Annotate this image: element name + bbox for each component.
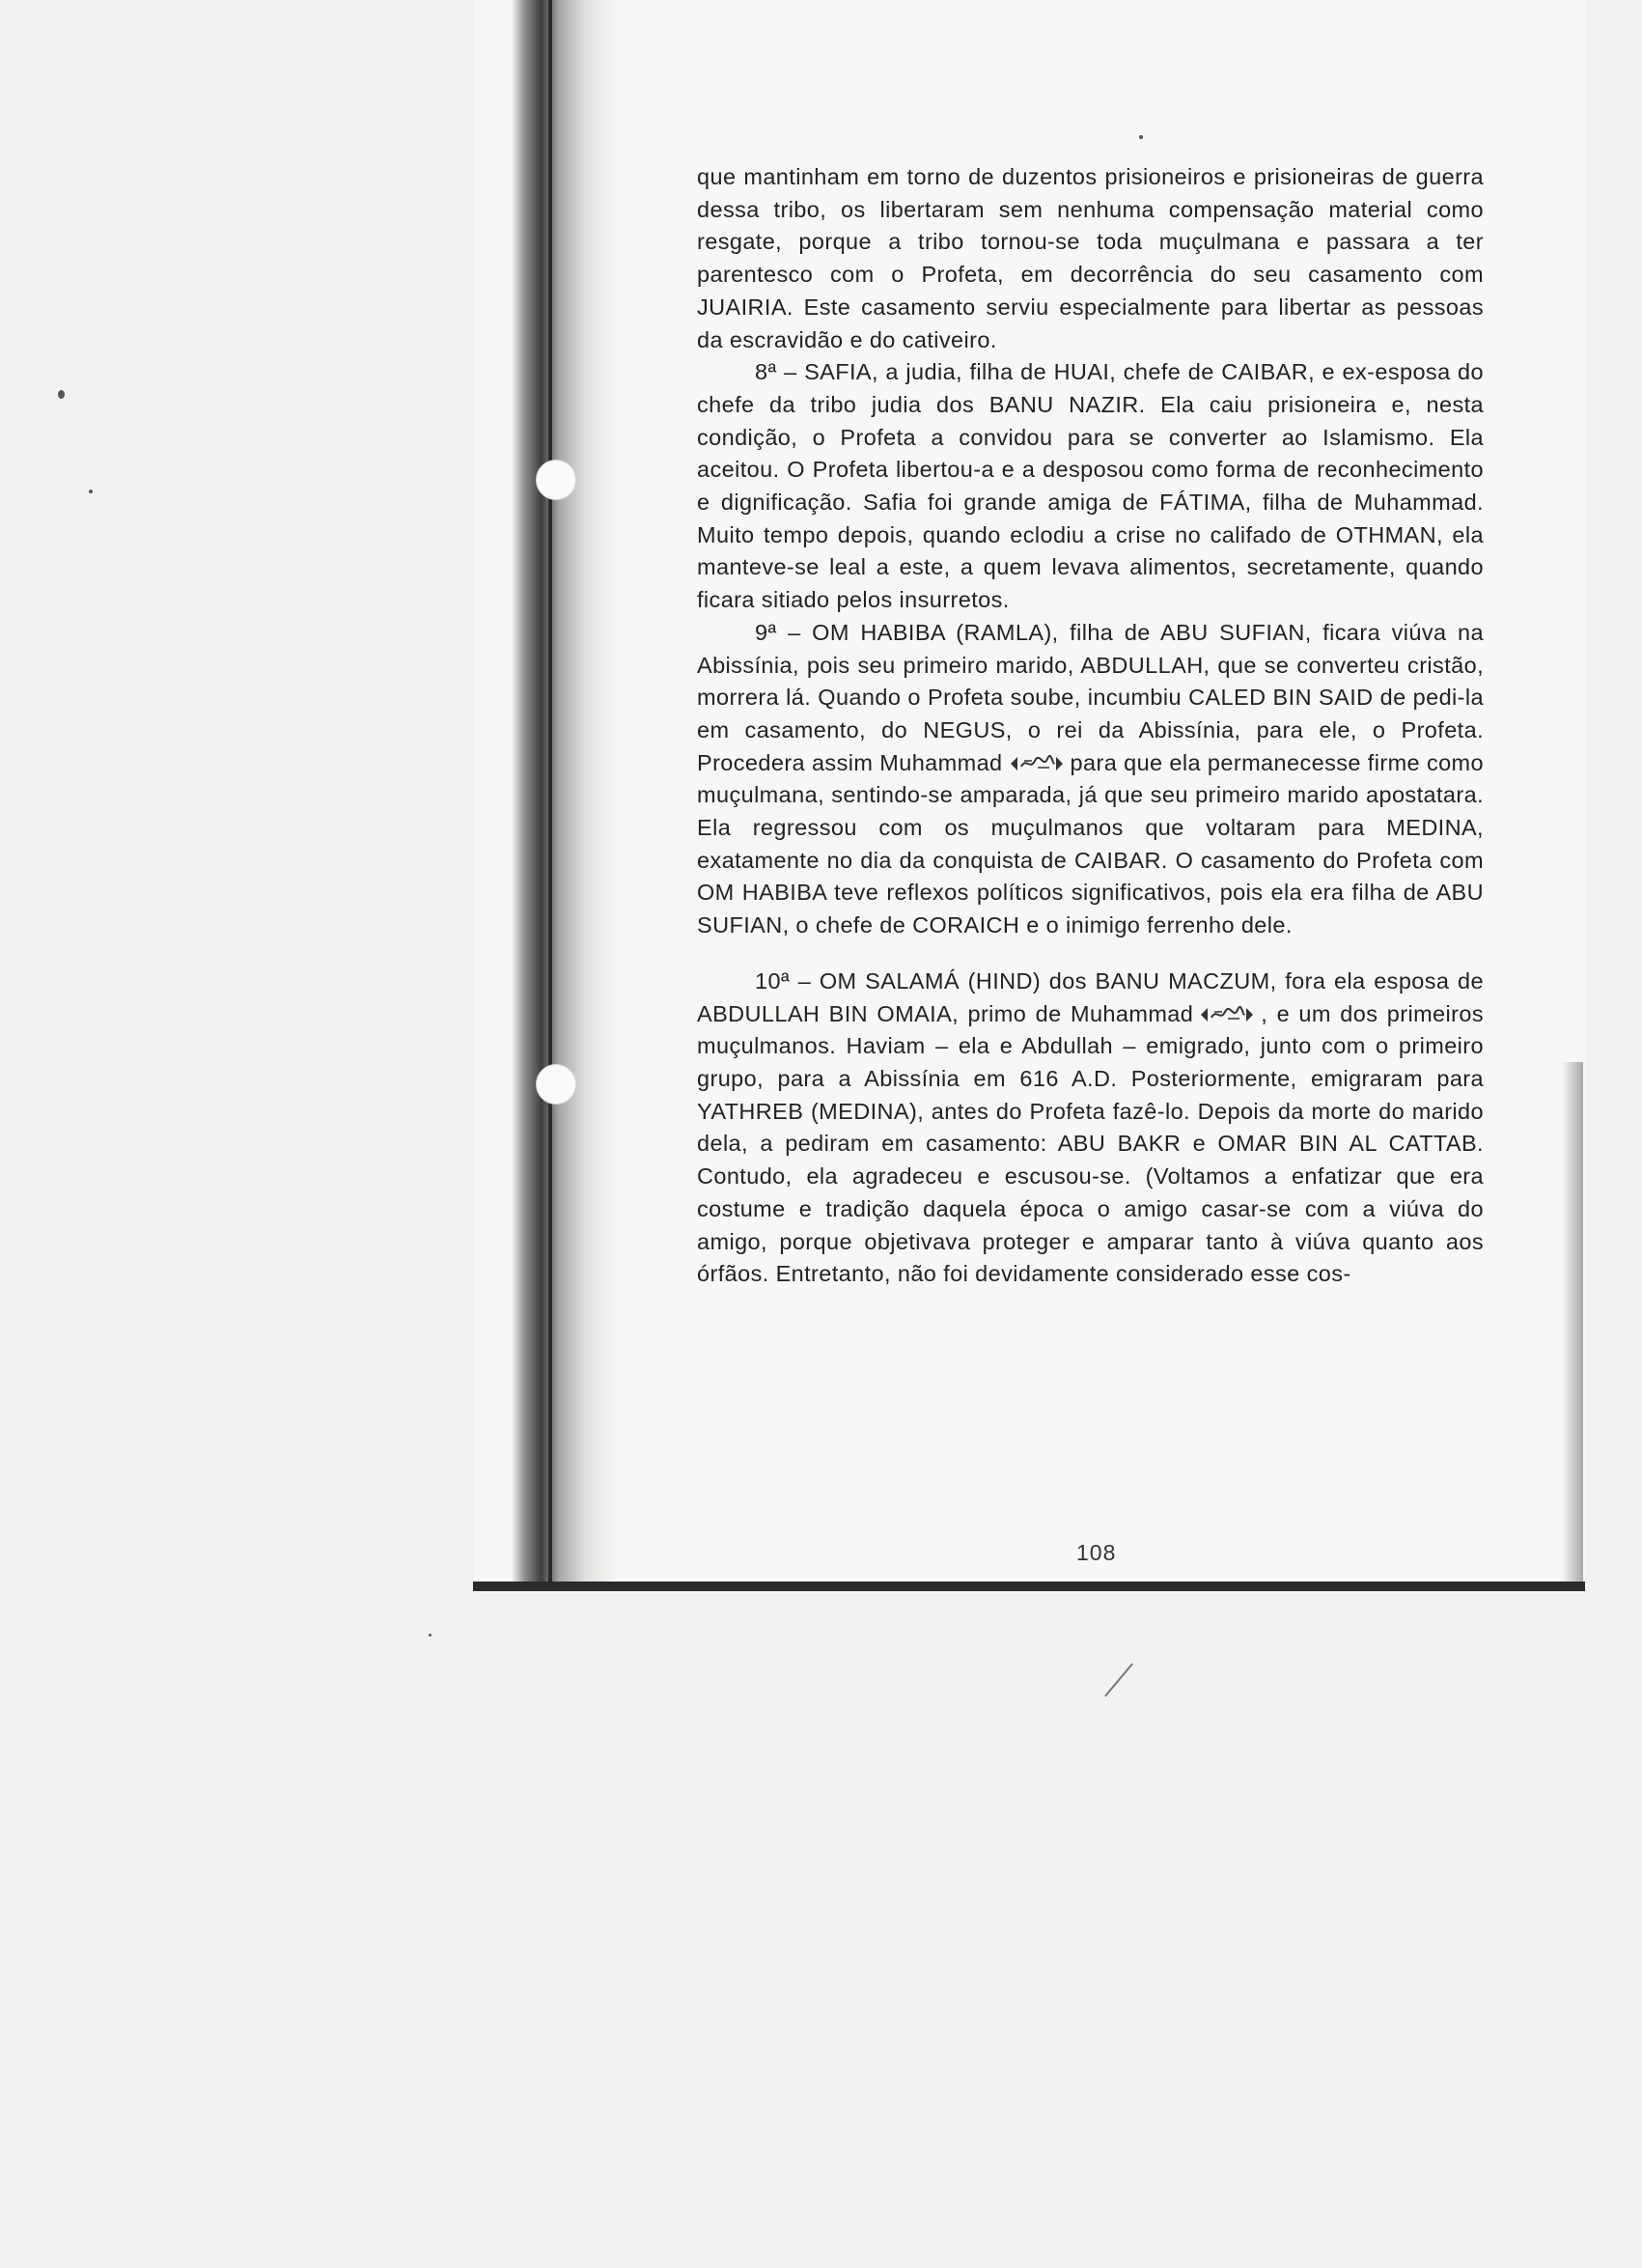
scan-speck (89, 490, 93, 493)
scan-speck (1139, 135, 1143, 139)
paragraph-om-salama (697, 966, 1484, 1291)
paragraph-om-habiba-text-1: 9ª – OM HABIBA (RAMLA), filha de ABU SUFIAN, ficara viúva na Abissínia, pois seu primeiro marido, ABDULLAH, que se converteu cristão, morrera lá. Quando o Profeta soube, incumbiu CALED BIN SAID de pedi-la em casamento, do NEGUS, o rei da Abissínia, para ele, o Profeta. Procedera assim Muhammad (697, 619, 1484, 775)
book-gutter-shadow (512, 0, 618, 1583)
scan-speck (429, 1634, 431, 1637)
punch-hole-bottom (536, 1064, 576, 1105)
paragraph-om-salama-text-2: , e um dos primeiros muçulmanos. Haviam – ela e Abdullah – emigrado, junto com o primeiro grupo, para a Abissínia em 616 A.D. Posteriormente, emigraram para YATHREB (MEDINA), antes do Profeta fazê-lo. Depois da morte do marido dela, a pediram em casamento: ABU BAKR e OMAR BIN AL CATTAB. Contudo, ela agradeceu e escusou-se. (Voltamos a enfatizar que era costume e tradição daquela época o amigo casar-se com a viúva do amigo, porque objetivava proteger e amparar tanto à viúva quanto aos órfãos. Entretanto, não foi devidamente considerado esse cos- (697, 1000, 1484, 1287)
book-spine-line (548, 0, 552, 1583)
paragraph-juairia-continuation: que mantinham em torno de duzentos prisioneiros e prisioneiras de guerra dessa tribo, os libertaram sem nenhuma compensação material como resgate, porque a tribo tornou-se toda muçulmana e passara a ter parentesco com o Profeta, em decorrência do seu casamento com JUAIRIA. Este casamento serviu especialmente para libertar as pessoas da escravidão e do cativeiro. (697, 164, 1484, 352)
page-right-edge-shadow (1562, 1062, 1583, 1588)
calligraphy-salutation-icon (1009, 753, 1065, 774)
main-text-column (697, 161, 1484, 1291)
paragraph-om-salama-text-1: 10ª – OM SALAMÁ (HIND) dos BANU MACZUM, fora ela esposa de ABDULLAH BIN OMAIA, primo de Muhammad (697, 967, 1484, 1026)
calligraphy-salutation-icon (1199, 1004, 1255, 1025)
paragraph-om-habiba (697, 617, 1484, 942)
page-number: 108 (1076, 1540, 1117, 1565)
scan-speck (58, 390, 65, 399)
paragraph-safia: 8ª – SAFIA, a judia, filha de HUAI, chefe de CAIBAR, e ex-esposa do chefe da tribo judia dos BANU NAZIR. Ela caiu prisioneira e, nesta condição, o Profeta a convidou para se converter ao Islamismo. Ela aceitou. O Profeta libertou-a e a desposou como forma de reconhecimento e dignificação. Safia foi grande amiga de FÁTIMA, filha de Muhammad. Muito tempo depois, quando eclodiu a crise no califado de OTHMAN, ela manteve-se leal a este, a quem levava alimentos, secretamente, quando ficara sitiado pelos insurretos. (697, 359, 1484, 613)
punch-hole-top (536, 460, 576, 500)
page-bottom-edge (473, 1582, 1585, 1591)
paragraph-om-habiba-text-2: para que ela permanecesse firme como muçulmana, sentindo-se amparada, já que seu primeiro marido apostatara. Ela regressou com os muçulmanos que voltaram para MEDINA, exatamente no dia da conquista de CAIBAR. O casamento do Profeta com OM HABIBA teve reflexos políticos significativos, pois ela era filha de ABU SUFIAN, o chefe de CORAICH e o inimigo ferrenho dele. (697, 749, 1485, 938)
